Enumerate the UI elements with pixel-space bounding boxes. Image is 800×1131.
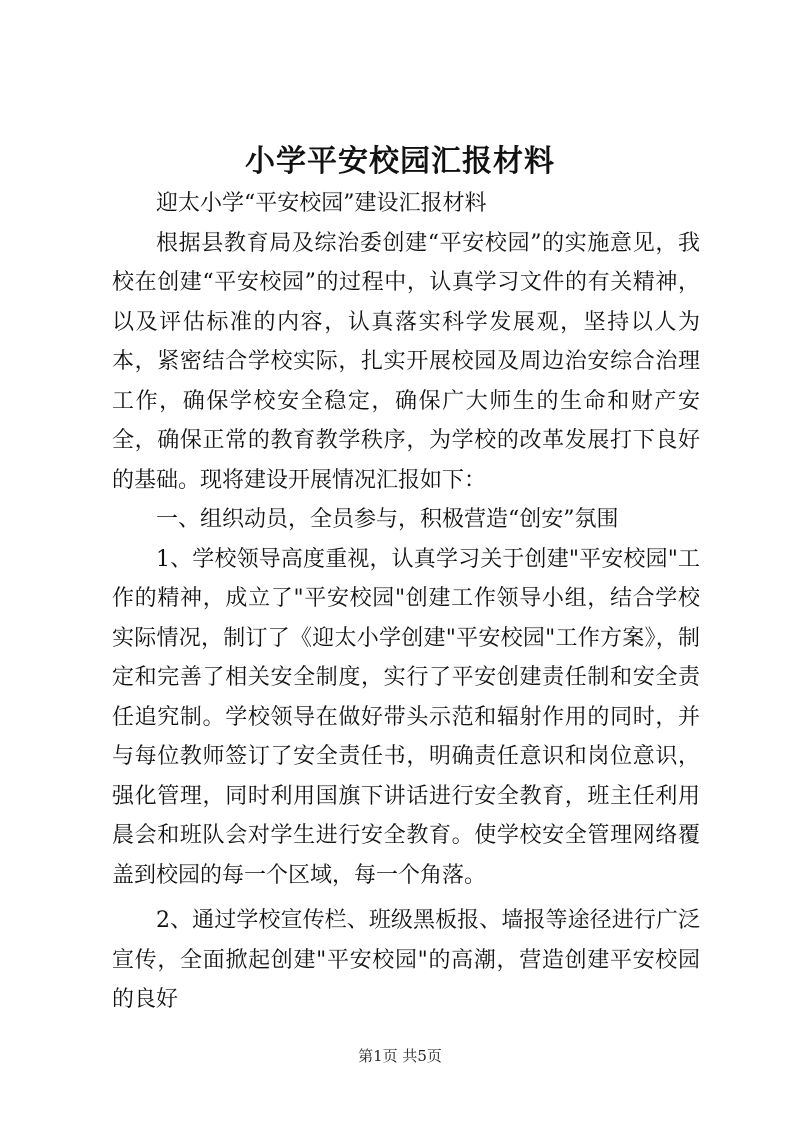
document-title: 小学平安校园汇报材料 bbox=[245, 144, 555, 179]
item-1-paragraph: 1、学校领导高度重视，认真学习关于创建"平安校园"工作的精神，成立了"平安校园"创建工作领导小组，结合学校实际情况，制订了《迎太小学创建"平安校园"工作方案》，制定和完善了相关安全制度，实行了平安创建责任制和安全责任追究制。学校领导在做好带头示范和辐射作用的同时，并与每位教师签订了安全责任书，明确责任意识和岗位意识，强化管理，同时利用国旗下讲话进行安全教育，班主任利用晨会和班队会对学生进行安全教育。使学校安全管理网络覆盖到校园的每一个区域，每一个角落。 bbox=[112, 546, 700, 888]
intro-paragraph: 根据县教育局及综治委创建“平安校园”的实施意见，我校在创建“平安校园”的过程中，认真学习文件的有关精神，以及评估标准的内容，认真落实科学发展观，坚持以人为本，紧密结合学校实际，扎实开展校园及周边治安综合治理工作，确保学校安全稳定，确保广大师生的生命和财产安全，确保正常的教育教学秩序，为学校的改革发展打下良好的基础。现将建设开展情况汇报如下： bbox=[112, 230, 700, 493]
page-number-footer: 第1页 共5页 bbox=[358, 1047, 442, 1065]
document-body bbox=[112, 184, 700, 1020]
subtitle-paragraph: 迎太小学“平安校园”建设汇报材料 bbox=[156, 191, 487, 216]
section-heading: 一、组织动员，全员参与，积极营造“创安”氛围 bbox=[156, 507, 619, 532]
item-2-paragraph: 2、通过学校宣传栏、班级黑板报、墙报等途径进行广泛宣传，全面掀起创建"平安校园"的高潮，营造创建平安校园的良好 bbox=[112, 908, 700, 1012]
